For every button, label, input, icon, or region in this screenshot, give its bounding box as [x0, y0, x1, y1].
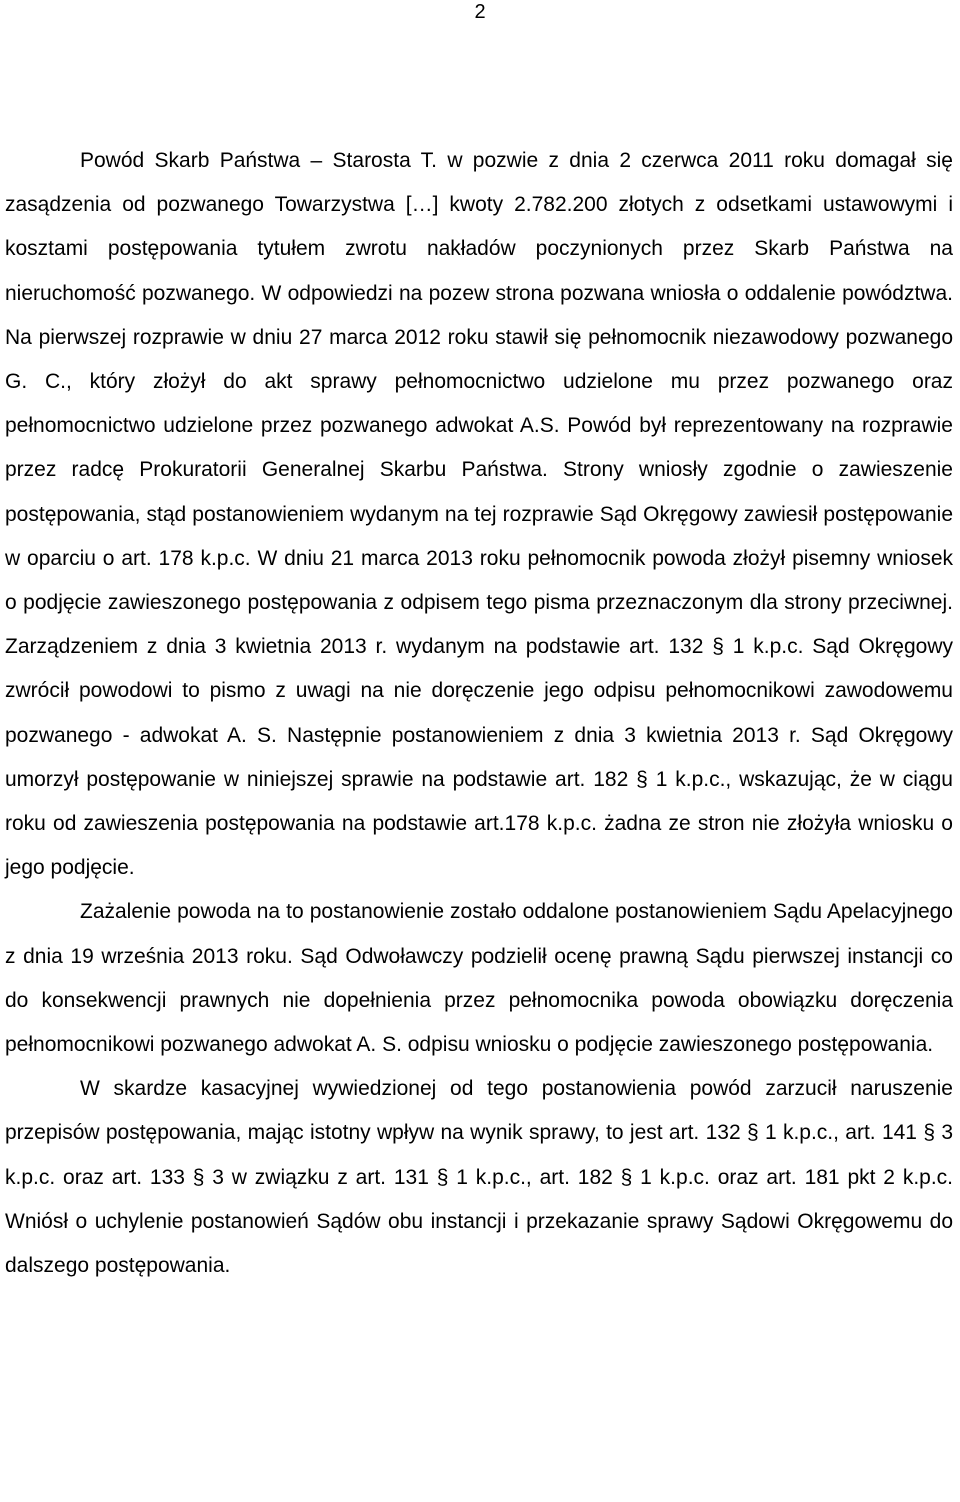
paragraph-appeal-court: Zażalenie powoda na to postanowienie zostało oddalone postanowieniem Sądu Apelacyjnego z dnia 19 września 2013 roku. Sąd Odwoławczy podzielił ocenę prawną Sądu pierwszej instancji co do konsekwencji prawnych nie dopełnienia przez pełnomocnika powoda obowiązku doręczenia pełnomocnikowi pozwanego adwokat A. S. odpisu wniosku o podjęcie zawieszonego postępowania.	[5, 900, 953, 1057]
document-body	[5, 139, 953, 1288]
paragraph-cassation-complaint: W skardze kasacyjnej wywiedzionej od tego postanowienia powód zarzucił naruszenie przepisów postępowania, mając istotny wpływ na wynik sprawy, to jest art. 132 § 1 k.p.c., art. 141 § 3 k.p.c. oraz art. 133 § 3 w związku z art. 131 § 1 k.p.c., art. 182 § 1 k.p.c. oraz art. 181 pkt 2 k.p.c. Wniósł o uchylenie postanowień Sądów obu instancji i przekazanie sprawy Sądowi Okręgowemu do dalszego postępowania.	[5, 1077, 953, 1278]
paragraph-case-background: Powód Skarb Państwa – Starosta T. w pozwie z dnia 2 czerwca 2011 roku domagał się zasądzenia od pozwanego Towarzystwa […] kwoty 2.782.200 złotych z odsetkami ustawowymi i kosztami postępowania tytułem zwrotu nakładów poczynionych przez Skarb Państwa na nieruchomość pozwanego. W odpowiedzi na pozew strona pozwana wniosła o oddalenie powództwa. Na pierwszej rozprawie w dniu 27 marca 2012 roku stawił się pełnomocnik niezawodowy pozwanego G. C., który złożył do akt sprawy pełnomocnictwo udzielone mu przez pozwanego oraz pełnomocnictwo udzielone przez pozwanego adwokat A.S. Powód był reprezentowany na rozprawie przez radcę Prokuratorii Generalnej Skarbu Państwa. Strony wniosły zgodnie o zawieszenie postępowania, stąd postanowieniem wydanym na tej rozprawie Sąd Okręgowy zawiesił postępowanie w oparciu o art. 178 k.p.c. W dniu 21 marca 2013 roku pełnomocnik powoda złożył pisemny wniosek o podjęcie zawieszonego postępowania z odpisem tego pisma przeznaczonym dla strony przeciwnej. Zarządzeniem z dnia 3 kwietnia 2013 r. wydanym na podstawie art. 132 § 1 k.p.c. Sąd Okręgowy zwrócił powodowi to pismo z uwagi na nie doręczenie jego odpisu pełnomocnikowi zawodowemu pozwanego - adwokat A. S. Następnie postanowieniem z dnia 3 kwietnia 2013 r. Sąd Okręgowy umorzył postępowanie w niniejszej sprawie na podstawie art. 182 § 1 k.p.c., wskazując, że w ciągu roku od zawieszenia postępowania na podstawie art.178 k.p.c. żadna ze stron nie złożyła wniosku o jego podjęcie.	[5, 149, 953, 880]
page-number: 2	[474, 1, 486, 23]
